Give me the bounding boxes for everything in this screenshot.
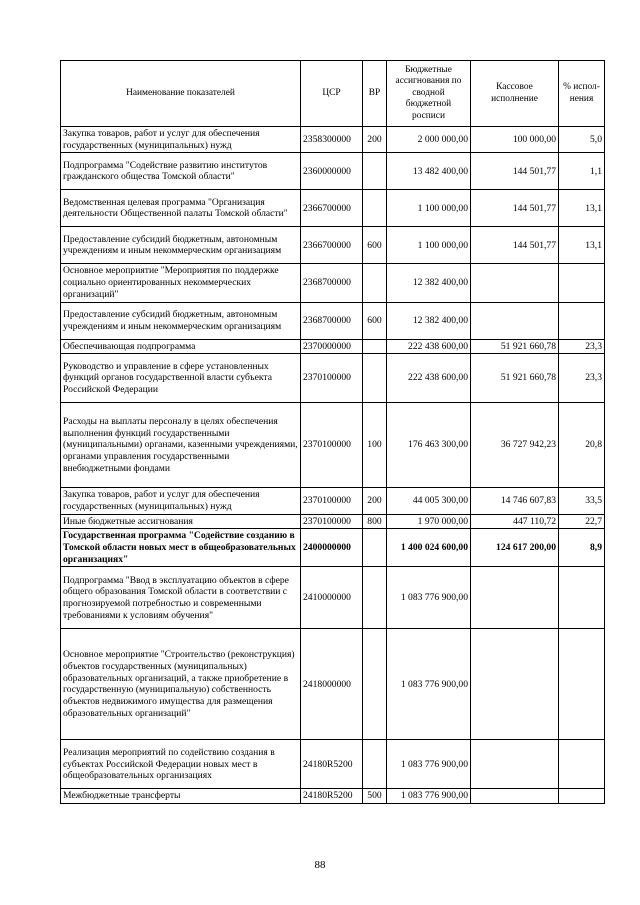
row-vr: 600 bbox=[363, 302, 387, 339]
row-cash: 100 000,00 bbox=[471, 127, 559, 153]
row-vr: 200 bbox=[363, 127, 387, 153]
row-cash bbox=[471, 740, 559, 789]
row-vr bbox=[363, 567, 387, 629]
row-budget: 1 083 776 900,00 bbox=[387, 567, 471, 629]
row-vr bbox=[363, 264, 387, 302]
row-name: Ведомственная целевая программа "Организация деятельности Общественной палаты Томской области" bbox=[61, 190, 301, 227]
row-vr: 600 bbox=[363, 227, 387, 264]
row-name: Закупка товаров, работ и услуг для обеспечения государственных (муниципальных) нужд bbox=[61, 127, 301, 153]
table-row bbox=[61, 153, 605, 190]
page-number: 88 bbox=[314, 859, 326, 871]
row-cash bbox=[471, 789, 559, 804]
row-percent: 33,5 bbox=[559, 488, 605, 514]
row-percent: 23,3 bbox=[559, 339, 605, 354]
row-cash: 51 921 660,78 bbox=[471, 354, 559, 403]
row-budget: 1 100 000,00 bbox=[387, 190, 471, 227]
row-budget: 222 438 600,00 bbox=[387, 339, 471, 354]
row-percent bbox=[559, 629, 605, 740]
table-row bbox=[61, 190, 605, 227]
row-budget: 2 000 000,00 bbox=[387, 127, 471, 153]
row-budget: 176 463 300,00 bbox=[387, 403, 471, 488]
table-row bbox=[61, 514, 605, 529]
row-budget: 1 970 000,00 bbox=[387, 514, 471, 529]
row-cash: 51 921 660,78 bbox=[471, 339, 559, 354]
row-percent: 23,3 bbox=[559, 354, 605, 403]
row-name: Межбюджетные трансферты bbox=[61, 789, 301, 804]
row-cash: 447 110,72 bbox=[471, 514, 559, 529]
row-vr bbox=[363, 339, 387, 354]
table-row bbox=[61, 629, 605, 740]
row-csr: 2418000000 bbox=[301, 629, 363, 740]
row-percent: 22,7 bbox=[559, 514, 605, 529]
row-vr bbox=[363, 190, 387, 227]
header-percent: % испол-нения bbox=[559, 61, 605, 127]
row-csr: 2410000000 bbox=[301, 567, 363, 629]
row-percent: 5,0 bbox=[559, 127, 605, 153]
row-csr: 2370100000 bbox=[301, 488, 363, 514]
row-cash bbox=[471, 264, 559, 302]
row-name: Основное мероприятие "Мероприятия по поддержке социально ориентированных некоммерческих организаций" bbox=[61, 264, 301, 302]
row-budget: 1 083 776 900,00 bbox=[387, 740, 471, 789]
row-csr: 2370100000 bbox=[301, 354, 363, 403]
row-cash: 144 501,77 bbox=[471, 227, 559, 264]
row-csr: 24180R5200 bbox=[301, 789, 363, 804]
row-vr bbox=[363, 529, 387, 567]
row-vr: 500 bbox=[363, 789, 387, 804]
row-name: Предоставление субсидий бюджетным, автономным учреждениям и иным некоммерческим организациям bbox=[61, 302, 301, 339]
header-name: Наименование показателей bbox=[61, 61, 301, 127]
header-csr: ЦСР bbox=[301, 61, 363, 127]
row-name: Основное мероприятие "Строительство (реконструкция) объектов государственных (муниципальных) образовательных организаций, а также приобретение в государственную (муниципальную) собственность объектов недвижимого имущества для размещения образовательных организаций" bbox=[61, 629, 301, 740]
row-name: Реализация мероприятий по содействию создания в субъектах Российской Федерации новых мест в общеобразовательных организациях bbox=[61, 740, 301, 789]
table-row bbox=[61, 339, 605, 354]
table-row bbox=[61, 789, 605, 804]
header-budget: Бюджетные ассигнования по сводной бюджетной росписи bbox=[387, 61, 471, 127]
table-row bbox=[61, 127, 605, 153]
table-row bbox=[61, 529, 605, 567]
row-name: Подпрограмма "Содействие развитию институтов гражданского общества Томской области" bbox=[61, 153, 301, 190]
row-cash bbox=[471, 567, 559, 629]
row-percent bbox=[559, 740, 605, 789]
row-name: Иные бюджетные ассигнования bbox=[61, 514, 301, 529]
budget-execution-table bbox=[60, 60, 605, 804]
table-row bbox=[61, 740, 605, 789]
row-vr bbox=[363, 740, 387, 789]
row-budget: 12 382 400,00 bbox=[387, 302, 471, 339]
row-csr: 2366700000 bbox=[301, 190, 363, 227]
row-cash: 14 746 607,83 bbox=[471, 488, 559, 514]
row-csr: 2368700000 bbox=[301, 264, 363, 302]
row-vr bbox=[363, 153, 387, 190]
row-name: Закупка товаров, работ и услуг для обеспечения государственных (муниципальных) нужд bbox=[61, 488, 301, 514]
row-name: Государственная программа "Содействие созданию в Томской области новых мест в общеобразовательных организациях" bbox=[61, 529, 301, 567]
row-name: Подпрограмма "Ввод в эксплуатацию объектов в сфере общего образования Томской области в соответствии с прогнозируемой потребностью и современными требованиями к условиям обучения" bbox=[61, 567, 301, 629]
table-row bbox=[61, 403, 605, 488]
row-cash bbox=[471, 302, 559, 339]
row-csr: 2360000000 bbox=[301, 153, 363, 190]
row-name: Обеспечивающая подпрограмма bbox=[61, 339, 301, 354]
row-percent: 20,8 bbox=[559, 403, 605, 488]
row-budget: 222 438 600,00 bbox=[387, 354, 471, 403]
row-vr: 800 bbox=[363, 514, 387, 529]
table-row bbox=[61, 227, 605, 264]
row-csr: 2370100000 bbox=[301, 514, 363, 529]
header-cash: Кассовое исполнение bbox=[471, 61, 559, 127]
row-percent bbox=[559, 789, 605, 804]
row-percent bbox=[559, 302, 605, 339]
header-vr: ВР bbox=[363, 61, 387, 127]
row-percent: 1,1 bbox=[559, 153, 605, 190]
row-cash: 36 727 942,23 bbox=[471, 403, 559, 488]
row-vr: 100 bbox=[363, 403, 387, 488]
row-percent: 8,9 bbox=[559, 529, 605, 567]
row-csr: 2358300000 bbox=[301, 127, 363, 153]
row-budget: 44 005 300,00 bbox=[387, 488, 471, 514]
row-percent bbox=[559, 264, 605, 302]
row-csr: 2370000000 bbox=[301, 339, 363, 354]
row-cash bbox=[471, 629, 559, 740]
row-percent: 13,1 bbox=[559, 190, 605, 227]
row-percent: 13,1 bbox=[559, 227, 605, 264]
row-vr bbox=[363, 354, 387, 403]
row-budget: 1 083 776 900,00 bbox=[387, 789, 471, 804]
row-budget: 1 400 024 600,00 bbox=[387, 529, 471, 567]
row-budget: 1 083 776 900,00 bbox=[387, 629, 471, 740]
row-csr: 2366700000 bbox=[301, 227, 363, 264]
row-budget: 12 382 400,00 bbox=[387, 264, 471, 302]
row-name: Предоставление субсидий бюджетным, автономным учреждениям и иным некоммерческим организациям bbox=[61, 227, 301, 264]
table-row bbox=[61, 567, 605, 629]
row-vr: 200 bbox=[363, 488, 387, 514]
row-percent bbox=[559, 567, 605, 629]
table-header-row bbox=[61, 61, 605, 127]
table-row bbox=[61, 264, 605, 302]
row-csr: 2370100000 bbox=[301, 403, 363, 488]
row-csr: 24180R5200 bbox=[301, 740, 363, 789]
row-csr: 2400000000 bbox=[301, 529, 363, 567]
row-budget: 1 100 000,00 bbox=[387, 227, 471, 264]
row-cash: 144 501,77 bbox=[471, 190, 559, 227]
row-name: Руководство и управление в сфере установленных функций органов государственной власти субъекта Российской Федерации bbox=[61, 354, 301, 403]
row-cash: 144 501,77 bbox=[471, 153, 559, 190]
table-row bbox=[61, 354, 605, 403]
row-vr bbox=[363, 629, 387, 740]
row-name: Расходы на выплаты персоналу в целях обеспечения выполнения функций государственными (муниципальными) органами, казенными учреждениями, органами управления государственными внебюджетными фондами bbox=[61, 403, 301, 488]
table-row bbox=[61, 488, 605, 514]
table-row bbox=[61, 302, 605, 339]
row-budget: 13 482 400,00 bbox=[387, 153, 471, 190]
row-csr: 2368700000 bbox=[301, 302, 363, 339]
row-cash: 124 617 200,00 bbox=[471, 529, 559, 567]
